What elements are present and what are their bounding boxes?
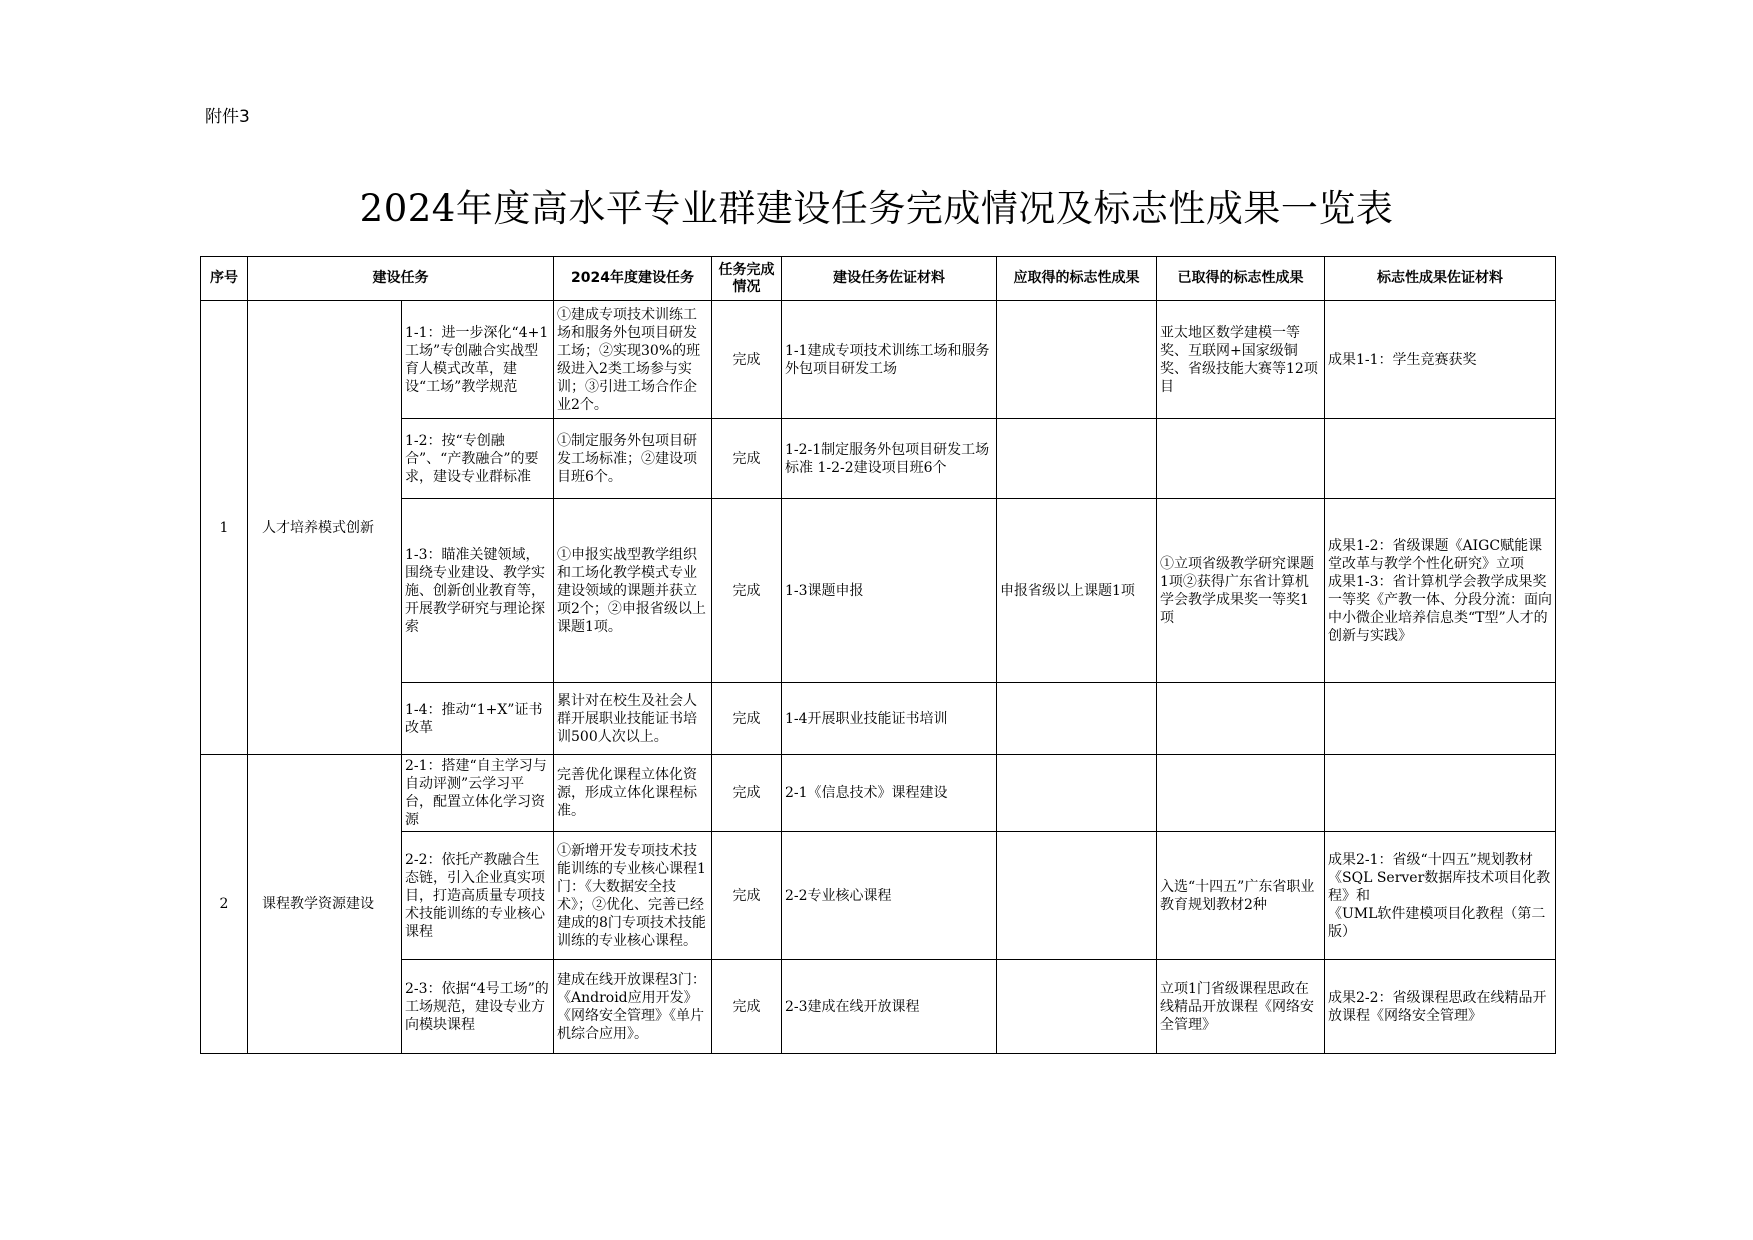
status-cell: 完成 bbox=[712, 419, 782, 499]
achievement-table bbox=[200, 256, 1556, 1054]
outcome-evidence-cell bbox=[1325, 419, 1556, 499]
status-cell: 完成 bbox=[712, 499, 782, 683]
achieved-cell: 立项1门省级课程思政在线精品开放课程《网络安全管理》 bbox=[1157, 960, 1325, 1054]
header-status: 任务完成情况 bbox=[712, 257, 782, 301]
header-achieved: 已取得的标志性成果 bbox=[1157, 257, 1325, 301]
achieved-cell: ①立项省级教学研究课题1项②获得广东省计算机学会教学成果奖一等奖1项 bbox=[1157, 499, 1325, 683]
task-name-cell: 课程教学资源建设 bbox=[248, 755, 402, 1054]
annual-task-cell: ①建成专项技术训练工场和服务外包项目研发工场；②实现30%的班级进入2类工场参与实训；③引进工场合作企业2个。 bbox=[554, 301, 712, 419]
header-evidence: 建设任务佐证材料 bbox=[782, 257, 997, 301]
outcome-evidence-cell: 成果2-2：省级课程思政在线精品开放课程《网络安全管理》 bbox=[1325, 960, 1556, 1054]
status-cell: 完成 bbox=[712, 683, 782, 755]
header-outcome-evidence: 标志性成果佐证材料 bbox=[1325, 257, 1556, 301]
table-row bbox=[201, 755, 1556, 832]
subtask-cell: 1-1：进一步深化“4+1工场”专创融合实战型育人模式改革，建设“工场”教学规范 bbox=[402, 301, 554, 419]
attachment-label: 附件3 bbox=[205, 107, 250, 127]
outcome-evidence-cell: 成果1-1：学生竞赛获奖 bbox=[1325, 301, 1556, 419]
expected-cell bbox=[997, 683, 1157, 755]
expected-cell bbox=[997, 301, 1157, 419]
subtask-cell: 2-2：依托产教融合生态链，引入企业真实项目，打造高质量专项技术技能训练的专业核心课程 bbox=[402, 832, 554, 960]
header-seq: 序号 bbox=[201, 257, 248, 301]
evidence-cell: 2-1《信息技术》课程建设 bbox=[782, 755, 997, 832]
header-task: 建设任务 bbox=[248, 257, 554, 301]
header-annual: 2024年度建设任务 bbox=[554, 257, 712, 301]
task-name-cell: 人才培养模式创新 bbox=[248, 301, 402, 755]
evidence-cell: 1-4开展职业技能证书培训 bbox=[782, 683, 997, 755]
table-row bbox=[201, 419, 1556, 499]
annual-task-cell: ①制定服务外包项目研发工场标准；②建设项目班6个。 bbox=[554, 419, 712, 499]
outcome-evidence-cell bbox=[1325, 683, 1556, 755]
annual-task-cell: 建成在线开放课程3门：《Android应用开发》《网络安全管理》《单片机综合应用》。 bbox=[554, 960, 712, 1054]
achieved-cell: 亚太地区数学建模一等奖、互联网+国家级铜奖、省级技能大赛等12项目 bbox=[1157, 301, 1325, 419]
achieved-cell bbox=[1157, 419, 1325, 499]
expected-cell: 申报省级以上课题1项 bbox=[997, 499, 1157, 683]
status-cell: 完成 bbox=[712, 301, 782, 419]
table-row bbox=[201, 499, 1556, 683]
status-cell: 完成 bbox=[712, 755, 782, 832]
outcome-evidence-cell: 成果1-2：省级课题《AIGC赋能课堂改革与教学个性化研究》立项 成果1-3：省计算机学会教学成果奖一等奖《产教一体、分段分流：面向中小微企业培养信息类“T型”人才的创新与实践》 bbox=[1325, 499, 1556, 683]
achieved-cell bbox=[1157, 683, 1325, 755]
table-row bbox=[201, 301, 1556, 419]
expected-cell bbox=[997, 960, 1157, 1054]
seq-cell: 2 bbox=[201, 755, 248, 1054]
expected-cell bbox=[997, 755, 1157, 832]
subtask-cell: 2-1：搭建“自主学习与自动评测”云学习平台，配置立体化学习资源 bbox=[402, 755, 554, 832]
subtask-cell: 1-3：瞄准关键领域，围绕专业建设、教学实施、创新创业教育等，开展教学研究与理论探索 bbox=[402, 499, 554, 683]
evidence-cell: 2-2专业核心课程 bbox=[782, 832, 997, 960]
expected-cell bbox=[997, 832, 1157, 960]
status-cell: 完成 bbox=[712, 832, 782, 960]
table-row bbox=[201, 832, 1556, 960]
evidence-cell: 1-2-1制定服务外包项目研发工场标准 1-2-2建设项目班6个 bbox=[782, 419, 997, 499]
header-expected: 应取得的标志性成果 bbox=[997, 257, 1157, 301]
evidence-cell: 1-1建成专项技术训练工场和服务外包项目研发工场 bbox=[782, 301, 997, 419]
achieved-cell: 入选“十四五”广东省职业教育规划教材2种 bbox=[1157, 832, 1325, 960]
annual-task-cell: 完善优化课程立体化资源，形成立体化课程标准。 bbox=[554, 755, 712, 832]
evidence-cell: 2-3建成在线开放课程 bbox=[782, 960, 997, 1054]
evidence-cell: 1-3课题申报 bbox=[782, 499, 997, 683]
subtask-cell: 1-4：推动“1+X”证书改革 bbox=[402, 683, 554, 755]
achieved-cell bbox=[1157, 755, 1325, 832]
annual-task-cell: ①新增开发专项技术技能训练的专业核心课程1门：《大数据安全技术》；②优化、完善已经建成的8门专项技术技能训练的专业核心课程。 bbox=[554, 832, 712, 960]
subtask-cell: 1-2：按“专创融合”、“产教融合”的要求，建设专业群标准 bbox=[402, 419, 554, 499]
table-row bbox=[201, 683, 1556, 755]
status-cell: 完成 bbox=[712, 960, 782, 1054]
header-row bbox=[201, 257, 1556, 301]
annual-task-cell: ①申报实战型教学组织和工场化教学模式专业建设领域的课题并获立项2个；②申报省级以上课题1项。 bbox=[554, 499, 712, 683]
subtask-cell: 2-3：依据“4号工场”的工场规范，建设专业方向模块课程 bbox=[402, 960, 554, 1054]
annual-task-cell: 累计对在校生及社会人群开展职业技能证书培训500人次以上。 bbox=[554, 683, 712, 755]
expected-cell bbox=[997, 419, 1157, 499]
outcome-evidence-cell bbox=[1325, 755, 1556, 832]
outcome-evidence-cell: 成果2-1：省级“十四五”规划教材《SQL Server数据库技术项目化教程》和 《UML软件建模项目化教程（第二版） bbox=[1325, 832, 1556, 960]
seq-cell: 1 bbox=[201, 301, 248, 755]
table-row bbox=[201, 960, 1556, 1054]
page-title: 2024年度高水平专业群建设任务完成情况及标志性成果一览表 bbox=[359, 187, 1394, 230]
